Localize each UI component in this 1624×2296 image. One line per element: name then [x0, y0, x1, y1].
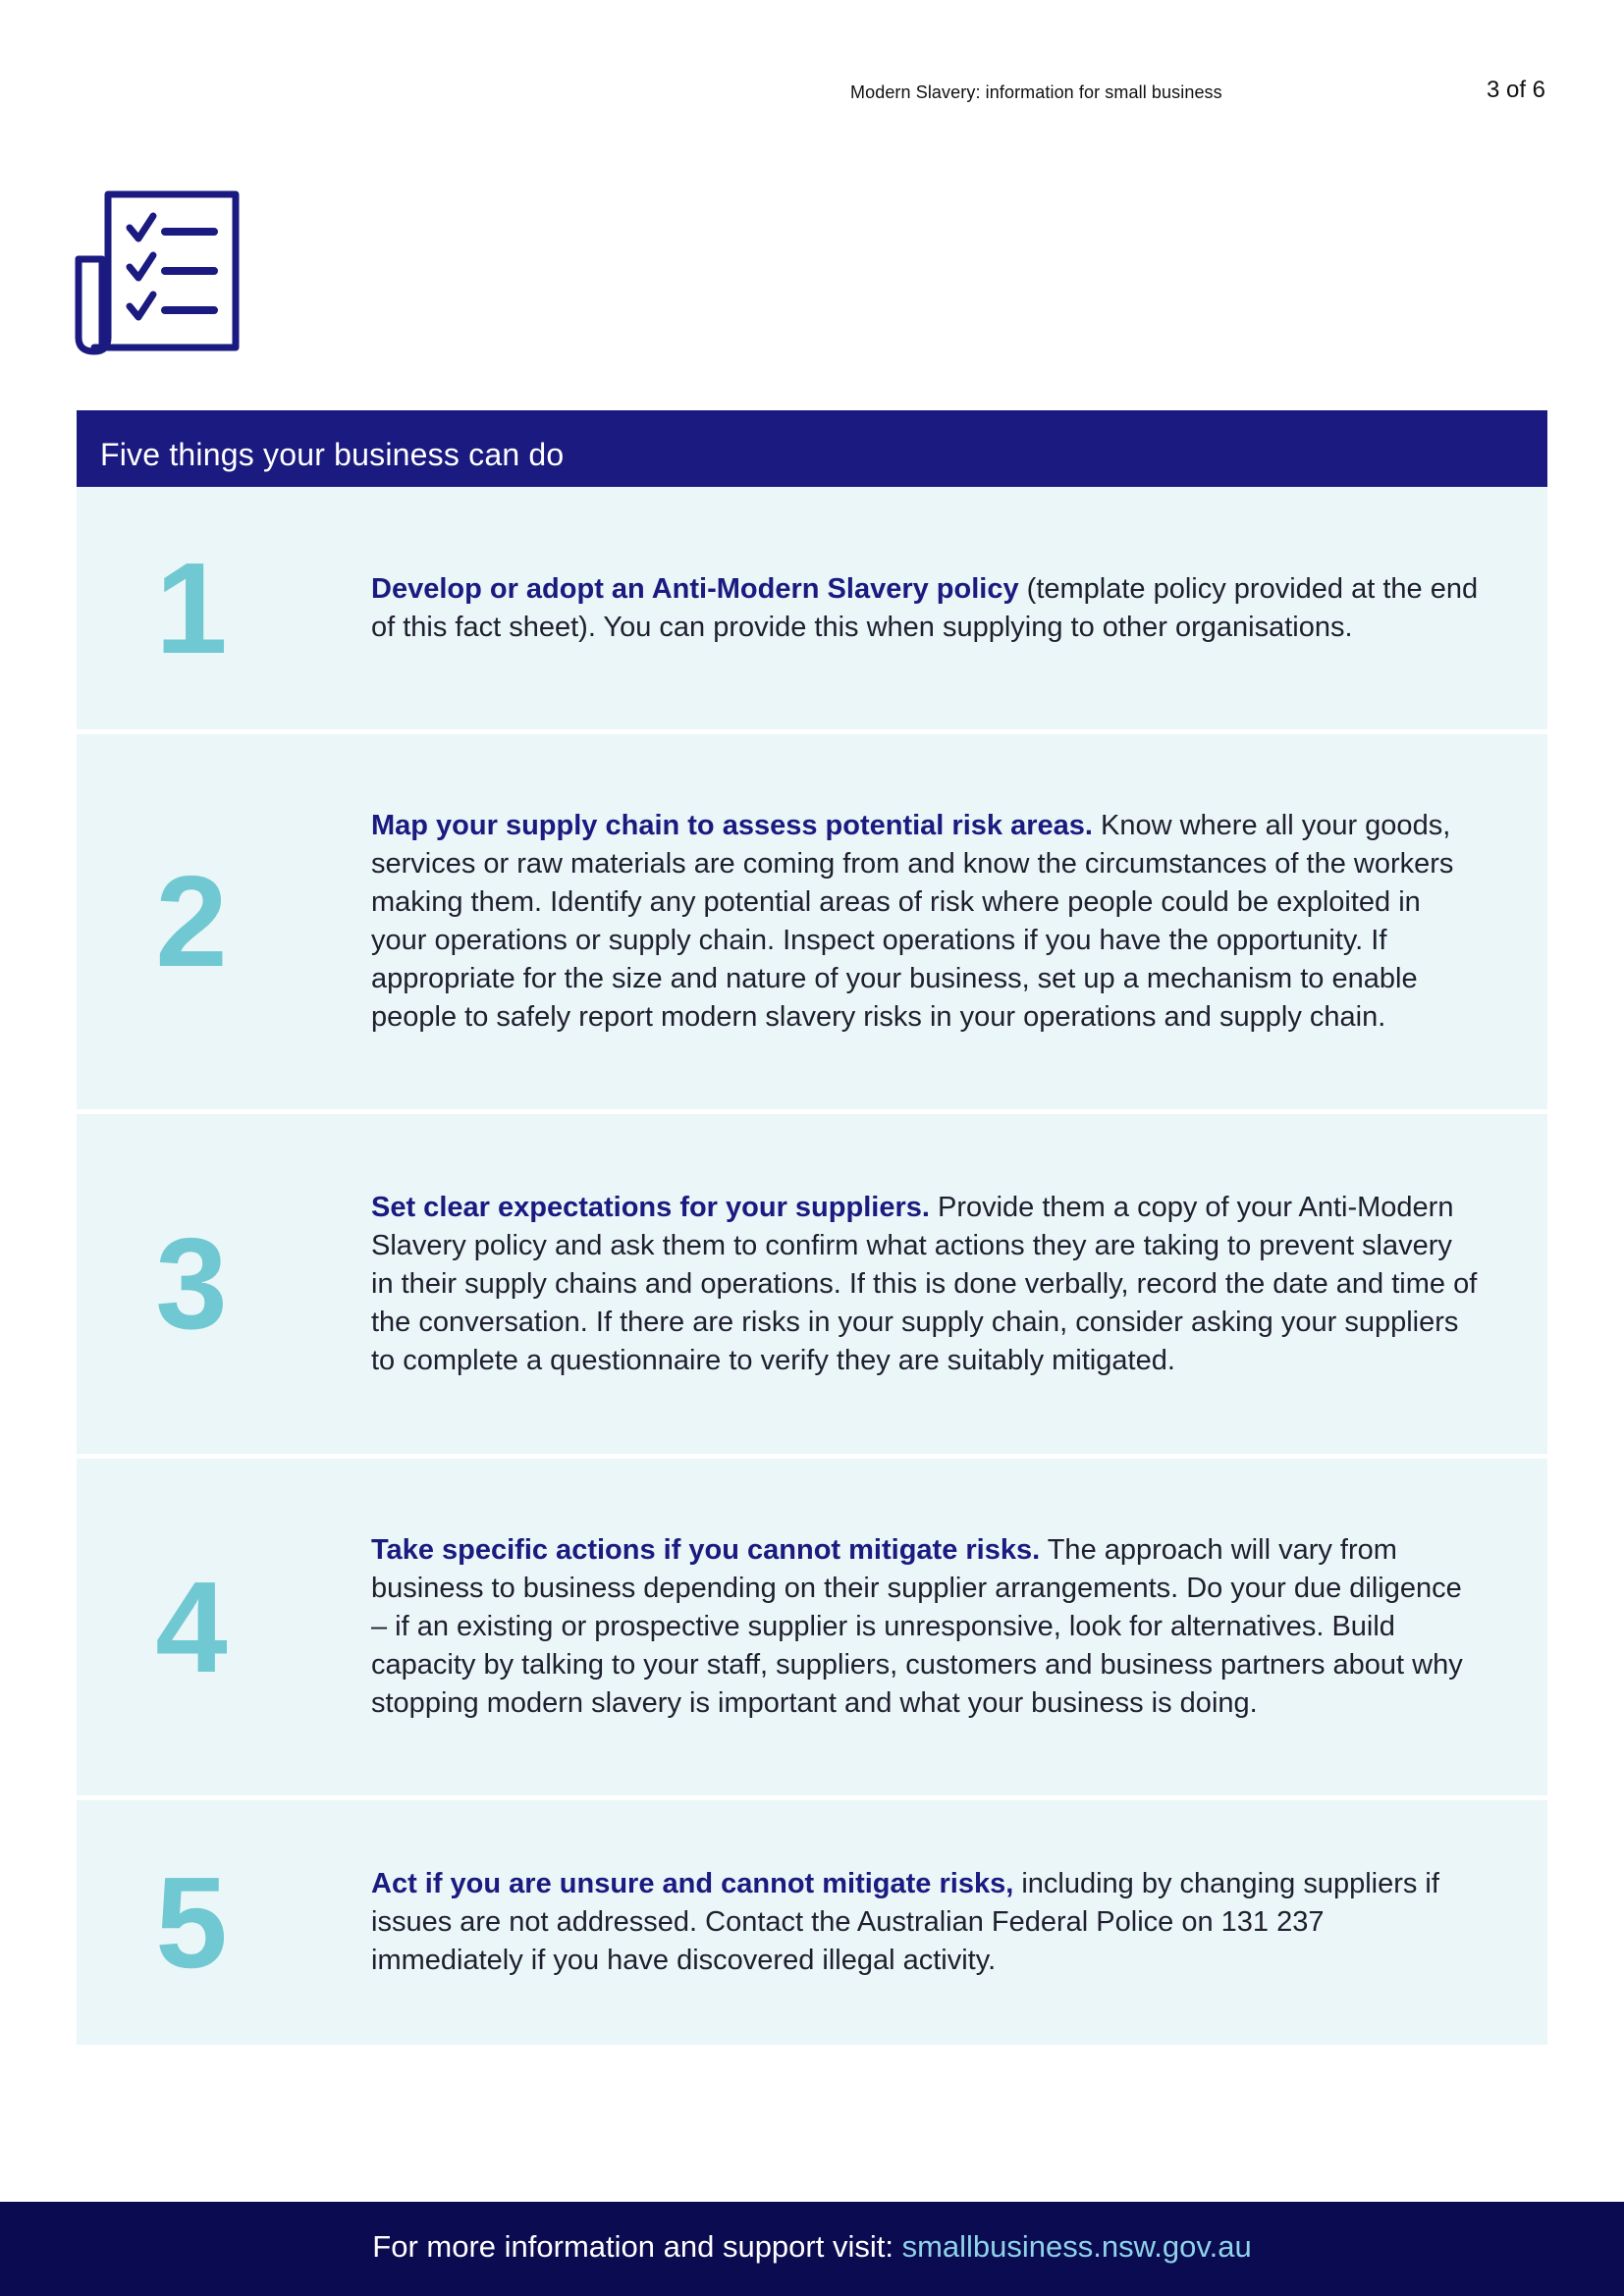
footer-website-link[interactable]: smallbusiness.nsw.gov.au — [901, 2229, 1252, 2264]
list-item — [77, 1459, 1547, 1795]
document-title: Modern Slavery: information for small business — [850, 82, 1222, 102]
item-lead: Take specific actions if you cannot mitigate risks. — [371, 1534, 1041, 1566]
five-things-table — [77, 410, 1547, 2050]
item-text — [371, 807, 1547, 1037]
list-item — [77, 734, 1547, 1109]
item-body: Know where all your goods, services or raw materials are coming from and know the circumstances of the workers making them. Identify any potential areas of risk where people could be exploited in your operations or supply chain. Inspect operations if you have the opportunity. If appropriate for the size and nature of your business, set up a mechanism to enable people to safely report modern slavery risks in your operations and supply chain. — [371, 810, 1454, 1033]
item-number: 1 — [155, 535, 228, 680]
item-text — [371, 1531, 1547, 1723]
item-body: The approach will vary from business to business depending on their supplier arrangements. Do your due diligence – if an existing or prospective supplier is unresponsive, look for alternatives. Build capacity by talking to your staff, suppliers, customers and business partners about why stopping modern slavery is important and what your business is doing. — [371, 1534, 1463, 1719]
section-title: Five things your business can do — [100, 436, 565, 472]
item-number: 2 — [155, 849, 228, 993]
item-body: (template policy provided at the end of this fact sheet). You can provide this when supplying to other organisations. — [371, 572, 1479, 643]
item-body: including by changing suppliers if issues are not addressed. Contact the Australian Federal Police on 131 237 immediately if you have discovered illegal activity. — [371, 1868, 1439, 1976]
list-item — [77, 487, 1547, 729]
item-lead: Act if you are unsure and cannot mitigate risks, — [371, 1868, 1014, 1899]
list-item — [77, 1800, 1547, 2045]
item-number: 4 — [155, 1554, 228, 1699]
footer-banner — [0, 2202, 1624, 2296]
item-body: Provide them a copy of your Anti-Modern Slavery policy and ask them to confirm what actions they are taking to prevent slavery in their supply chains and operations. If this is done verbally, record the date and time of the conversation. If there are risks in your supply chain, consider asking your suppliers to complete a questionnaire to verify they are suitably mitigated. — [371, 1191, 1478, 1376]
item-text — [371, 1189, 1547, 1380]
item-lead: Develop or adopt an Anti-Modern Slavery policy — [371, 572, 1019, 605]
item-number: 5 — [155, 1849, 228, 1995]
footer-text — [372, 2229, 1251, 2265]
table-header — [77, 410, 1547, 487]
page-number: 3 of 6 — [1486, 77, 1545, 103]
item-text — [371, 570, 1547, 647]
list-item — [77, 1114, 1547, 1454]
item-number: 3 — [155, 1211, 228, 1356]
item-lead: Map your supply chain to assess potential risk areas. — [371, 810, 1093, 841]
item-lead: Set clear expectations for your suppliers. — [371, 1191, 930, 1223]
checklist-document-icon — [75, 190, 242, 357]
item-text — [371, 1865, 1547, 1980]
footer-prefix: For more information and support visit: — [372, 2229, 902, 2264]
